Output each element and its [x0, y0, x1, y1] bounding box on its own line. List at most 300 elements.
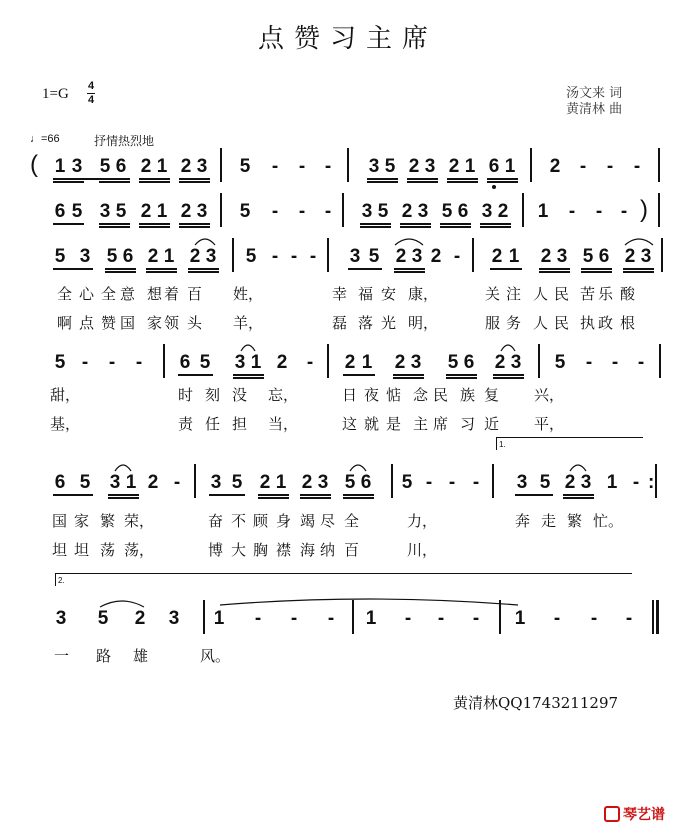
key-signature: 1=G	[42, 86, 69, 102]
logo-text: 琴艺谱	[623, 807, 665, 823]
beam-underline	[53, 268, 93, 270]
beam-underline	[179, 226, 210, 228]
lyric-syllable: 主	[413, 415, 429, 433]
beam-underline	[343, 497, 374, 499]
barline	[661, 238, 663, 272]
lyric-syllable: 羊，	[233, 314, 264, 332]
time-signature-bottom: 4	[87, 94, 95, 106]
note: 2	[394, 352, 406, 373]
beam-underline	[108, 497, 139, 499]
lyric-syllable: 就	[364, 415, 380, 433]
lyric-syllable: 啊	[57, 314, 73, 332]
note: -	[637, 352, 645, 373]
note: 5	[377, 201, 389, 222]
tempo-marking: ♩=66	[30, 133, 60, 145]
lyric-syllable: 繁	[100, 512, 116, 530]
note: -	[568, 201, 576, 222]
slur	[569, 462, 587, 472]
lyric-syllable: 荡	[100, 541, 116, 559]
note: 3	[55, 608, 67, 629]
beam-underline	[539, 271, 570, 273]
note: 2	[624, 246, 636, 267]
beam-underline	[515, 494, 553, 496]
note: 2	[491, 246, 503, 267]
note: -	[606, 156, 614, 177]
note: 5	[79, 472, 91, 493]
note: -	[404, 608, 412, 629]
beam-underline	[178, 374, 213, 376]
beam-underline	[539, 268, 570, 270]
beam-underline	[53, 223, 84, 225]
lyric-syllable: 顾	[253, 512, 269, 530]
lyric-syllable: 关	[485, 285, 501, 303]
lyric-syllable: 没	[232, 386, 248, 404]
barline	[538, 344, 540, 378]
note: 5	[368, 246, 380, 267]
note: 2	[276, 352, 288, 373]
beam-underline	[367, 181, 398, 183]
site-logo	[604, 804, 665, 824]
lyric-syllable: 心	[79, 285, 95, 303]
lyric-syllable: 任	[205, 415, 221, 433]
lyric-syllable: 尽	[320, 512, 336, 530]
lyric-syllable: 苦	[580, 285, 596, 303]
lyric-syllable: 奔	[515, 512, 531, 530]
note: 3	[196, 201, 208, 222]
note: 5	[539, 472, 551, 493]
lyric-syllable: 荡，	[124, 541, 155, 559]
note: 2	[494, 352, 506, 373]
beam-underline	[563, 494, 594, 496]
note: 2	[259, 472, 271, 493]
note: 3	[410, 352, 422, 373]
time-signature	[87, 81, 95, 106]
note: -	[579, 156, 587, 177]
beam-underline	[258, 494, 289, 496]
beam-underline	[179, 178, 210, 180]
volta-1-number: 1.	[499, 440, 506, 449]
note: -	[472, 608, 480, 629]
beam-underline	[179, 181, 210, 183]
lyric-syllable: 民	[554, 285, 570, 303]
beam-underline	[179, 223, 210, 225]
octave-dot	[492, 185, 496, 189]
lyric-syllable: 川，	[407, 541, 438, 559]
repeat-paren: )	[640, 196, 648, 223]
note: -	[437, 608, 445, 629]
note: 5	[115, 201, 127, 222]
lyric-syllable: 繁	[567, 512, 583, 530]
beam-underline	[105, 268, 136, 270]
note: -	[135, 352, 143, 373]
barline	[658, 193, 660, 227]
lyric-syllable: 荣，	[124, 512, 155, 530]
beam-underline	[53, 181, 84, 183]
lyric-syllable: 服	[485, 314, 501, 332]
note: 1	[361, 352, 373, 373]
note: 5	[384, 156, 396, 177]
note: 2	[140, 156, 152, 177]
note: 2	[564, 472, 576, 493]
volta-2-number: 2.	[58, 576, 65, 585]
note: 5	[97, 608, 109, 629]
note: -	[585, 352, 593, 373]
lyric-syllable: 点	[79, 314, 95, 332]
lyric-syllable: 责	[178, 415, 194, 433]
beam-underline	[360, 223, 391, 225]
beam-underline	[487, 181, 518, 183]
lyric-syllable: 乐	[598, 285, 614, 303]
lyric-syllable: 全	[344, 512, 360, 530]
beam-underline	[581, 271, 612, 273]
note: 2	[147, 246, 159, 267]
lyric-syllable: 磊	[332, 314, 348, 332]
lyric-syllable: 酸	[620, 285, 636, 303]
note: 5	[71, 201, 83, 222]
note: 1	[504, 156, 516, 177]
lyric-syllable: 纳	[320, 541, 336, 559]
beam-underline	[623, 268, 654, 270]
note: 5	[231, 472, 243, 493]
beam-underline	[563, 497, 594, 499]
note: -	[290, 246, 298, 267]
slur	[500, 342, 516, 352]
note: -	[448, 472, 456, 493]
note: -	[425, 472, 433, 493]
note: 3	[516, 472, 528, 493]
logo-icon	[604, 806, 620, 822]
lyric-syllable: 当，	[268, 415, 299, 433]
lyric-syllable: 复	[484, 386, 500, 404]
note: 3	[580, 472, 592, 493]
lyric-syllable: 幸	[332, 285, 348, 303]
beam-underline	[581, 268, 612, 270]
beam-underline	[300, 497, 331, 499]
lyric-syllable: 风。	[200, 647, 231, 665]
lyric-syllable: 百	[344, 541, 360, 559]
lyric-syllable: 席	[433, 415, 449, 433]
note: 6	[598, 246, 610, 267]
note: -	[290, 608, 298, 629]
note: 3	[481, 201, 493, 222]
slur	[240, 342, 256, 352]
beam-underline	[343, 494, 374, 496]
lyric-syllable: 姓，	[233, 285, 264, 303]
note: -	[324, 201, 332, 222]
slur	[394, 236, 424, 246]
beam-underline	[233, 374, 264, 376]
note: 6	[54, 472, 66, 493]
note: 2	[540, 246, 552, 267]
note: -	[625, 608, 633, 629]
note: -	[553, 608, 561, 629]
note: 2	[134, 608, 146, 629]
note: -	[306, 352, 314, 373]
lyric-syllable: 人	[533, 285, 549, 303]
note: 2	[189, 246, 201, 267]
note: 5	[239, 156, 251, 177]
note: 5	[99, 156, 111, 177]
note: 5	[344, 472, 356, 493]
beam-underline	[480, 223, 511, 225]
lyric-syllable: 一	[54, 647, 70, 665]
note: 5	[245, 246, 257, 267]
barline	[232, 238, 234, 272]
barline	[652, 600, 654, 634]
beam-underline	[394, 268, 425, 270]
note: 5	[554, 352, 566, 373]
note: 6	[463, 352, 475, 373]
lyricist: 汤文来 词	[566, 86, 623, 101]
note: 3	[109, 472, 121, 493]
lyric-syllable: 家	[147, 314, 163, 332]
note: 6	[457, 201, 469, 222]
note: -	[633, 156, 641, 177]
lyric-syllable: 不	[231, 512, 247, 530]
beam-underline	[343, 374, 375, 376]
barline	[655, 464, 657, 498]
note: 2	[401, 201, 413, 222]
lyric-syllable: 念	[413, 386, 429, 404]
lyric-syllable: 刻	[205, 386, 221, 404]
lyric-syllable: 注	[506, 285, 522, 303]
note: 1	[54, 156, 66, 177]
note: 3	[168, 608, 180, 629]
note: 3	[79, 246, 91, 267]
beam-underline	[393, 374, 424, 376]
note: 2	[344, 352, 356, 373]
beam-underline	[487, 178, 518, 180]
note: 6	[488, 156, 500, 177]
lyric-syllable: 全	[57, 285, 73, 303]
lyric-syllable: 坦	[52, 541, 68, 559]
beam-underline	[400, 226, 431, 228]
slur	[194, 236, 216, 246]
lyric-syllable: 想	[147, 285, 163, 303]
barline	[194, 464, 196, 498]
beam-underline	[105, 271, 136, 273]
lyric-syllable: 国	[120, 314, 136, 332]
beam-underline	[493, 377, 524, 379]
slur	[219, 596, 519, 606]
note: -	[327, 608, 335, 629]
lyric-syllable: 忙。	[593, 512, 624, 530]
beam-underline	[139, 181, 170, 183]
volta-2-bracket	[55, 573, 632, 586]
barline	[472, 238, 474, 272]
note: -	[271, 246, 279, 267]
note: 3	[234, 352, 246, 373]
barline	[220, 193, 222, 227]
barline	[203, 600, 205, 634]
beam-underline	[139, 178, 170, 180]
note: 3	[210, 472, 222, 493]
beam-underline	[209, 494, 245, 496]
note: 3	[510, 352, 522, 373]
note: 5	[447, 352, 459, 373]
note: -	[298, 156, 306, 177]
lyric-syllable: 时	[178, 386, 194, 404]
slur	[114, 462, 132, 472]
note: 2	[301, 472, 313, 493]
beam-underline	[480, 226, 511, 228]
lyric-syllable: 走	[541, 512, 557, 530]
note: 1	[537, 201, 549, 222]
note: 1	[163, 246, 175, 267]
lyric-syllable: 家	[74, 512, 90, 530]
lyric-syllable: 百	[187, 285, 203, 303]
barline	[492, 464, 494, 498]
note: 1	[514, 608, 526, 629]
beam-underline	[139, 223, 170, 225]
note: -	[472, 472, 480, 493]
lyric-syllable: 甜，	[50, 386, 81, 404]
lyric-syllable: 国	[52, 512, 68, 530]
lyric-syllable: 人	[533, 314, 549, 332]
note: -	[309, 246, 317, 267]
barline	[220, 148, 222, 182]
beam-underline	[440, 223, 471, 225]
note: 3	[196, 156, 208, 177]
lyric-syllable: 全	[101, 285, 117, 303]
lyric-syllable: 福	[358, 285, 374, 303]
lyric-syllable: 执	[580, 314, 596, 332]
lyric-syllable: 奋	[208, 512, 224, 530]
lyric-syllable: 根	[620, 314, 636, 332]
note: 2	[408, 156, 420, 177]
barline	[327, 344, 329, 378]
beam-underline	[407, 181, 438, 183]
slur	[349, 462, 367, 472]
barline	[530, 148, 532, 182]
slur	[624, 236, 654, 246]
note: 2	[497, 201, 509, 222]
note: -	[611, 352, 619, 373]
note: 6	[122, 246, 134, 267]
note: 6	[179, 352, 191, 373]
lyric-syllable: 大	[231, 541, 247, 559]
beam-underline	[108, 494, 139, 496]
note: 2	[140, 201, 152, 222]
note: 3	[317, 472, 329, 493]
note: 3	[411, 246, 423, 267]
beam-underline	[348, 268, 382, 270]
note: 2	[180, 156, 192, 177]
lyric-syllable: 习	[460, 415, 476, 433]
lyric-syllable: 路	[96, 647, 112, 665]
slur	[99, 598, 145, 608]
lyric-syllable: 基，	[50, 415, 81, 433]
note: 5	[239, 201, 251, 222]
lyric-syllable: 务	[506, 314, 522, 332]
beam-underline	[490, 268, 522, 270]
lyric-syllable: 光	[381, 314, 397, 332]
note: 1	[275, 472, 287, 493]
note: 3	[417, 201, 429, 222]
note: -	[453, 246, 461, 267]
note: -	[254, 608, 262, 629]
beam-underline	[146, 271, 177, 273]
lyric-syllable: 夜	[364, 386, 380, 404]
beam-underline	[440, 226, 471, 228]
lyric-syllable: 头	[187, 314, 203, 332]
beam-underline	[53, 494, 93, 496]
note: 6	[115, 156, 127, 177]
expression-marking: 抒情热烈地	[94, 134, 155, 148]
lyric-syllable: 康，	[408, 285, 439, 303]
beam-underline	[407, 178, 438, 180]
note: 2	[448, 156, 460, 177]
note: 3	[424, 156, 436, 177]
repeat-end: :	[648, 472, 655, 493]
barline	[522, 193, 524, 227]
beam-underline	[99, 181, 130, 183]
note: -	[271, 201, 279, 222]
lyric-syllable: 海	[300, 541, 316, 559]
note: -	[81, 352, 89, 373]
note: -	[108, 352, 116, 373]
note: 2	[395, 246, 407, 267]
note: 6	[54, 201, 66, 222]
note: 1	[508, 246, 520, 267]
note: -	[620, 201, 628, 222]
lyric-syllable: 博	[208, 541, 224, 559]
note: 6	[360, 472, 372, 493]
song-title: 点赞习主席	[257, 24, 438, 54]
lyric-syllable: 襟	[276, 541, 292, 559]
note: -	[632, 472, 640, 493]
note: 3	[205, 246, 217, 267]
lyric-syllable: 坦	[74, 541, 90, 559]
lyric-syllable: 政	[598, 314, 614, 332]
note: 1	[250, 352, 262, 373]
barline	[658, 148, 660, 182]
lyric-syllable: 惦	[386, 386, 402, 404]
barline	[163, 344, 165, 378]
final-barline-thick	[656, 600, 659, 634]
note: 5	[54, 246, 66, 267]
lyric-syllable: 安	[381, 285, 397, 303]
beam-underline	[258, 497, 289, 499]
lyric-syllable: 忘，	[268, 386, 299, 404]
beam-underline	[394, 271, 425, 273]
note: -	[324, 156, 332, 177]
note: 3	[349, 246, 361, 267]
note: -	[271, 156, 279, 177]
note: 5	[582, 246, 594, 267]
lyric-syllable: 民	[554, 314, 570, 332]
note: -	[173, 472, 181, 493]
note: 3	[99, 201, 111, 222]
note: 5	[401, 472, 413, 493]
note: 2	[430, 246, 442, 267]
beam-underline	[400, 223, 431, 225]
note: 3	[556, 246, 568, 267]
beam-underline	[493, 374, 524, 376]
barline	[342, 193, 344, 227]
lyric-syllable: 日	[342, 386, 358, 404]
beam-underline	[188, 271, 219, 273]
note: 2	[180, 201, 192, 222]
lyric-syllable: 着	[164, 285, 180, 303]
lyric-syllable: 近	[484, 415, 500, 433]
note: 5	[106, 246, 118, 267]
barline	[659, 344, 661, 378]
lyric-syllable: 竭	[300, 512, 316, 530]
beam-underline	[188, 268, 219, 270]
note: 2	[147, 472, 159, 493]
note: 1	[156, 156, 168, 177]
